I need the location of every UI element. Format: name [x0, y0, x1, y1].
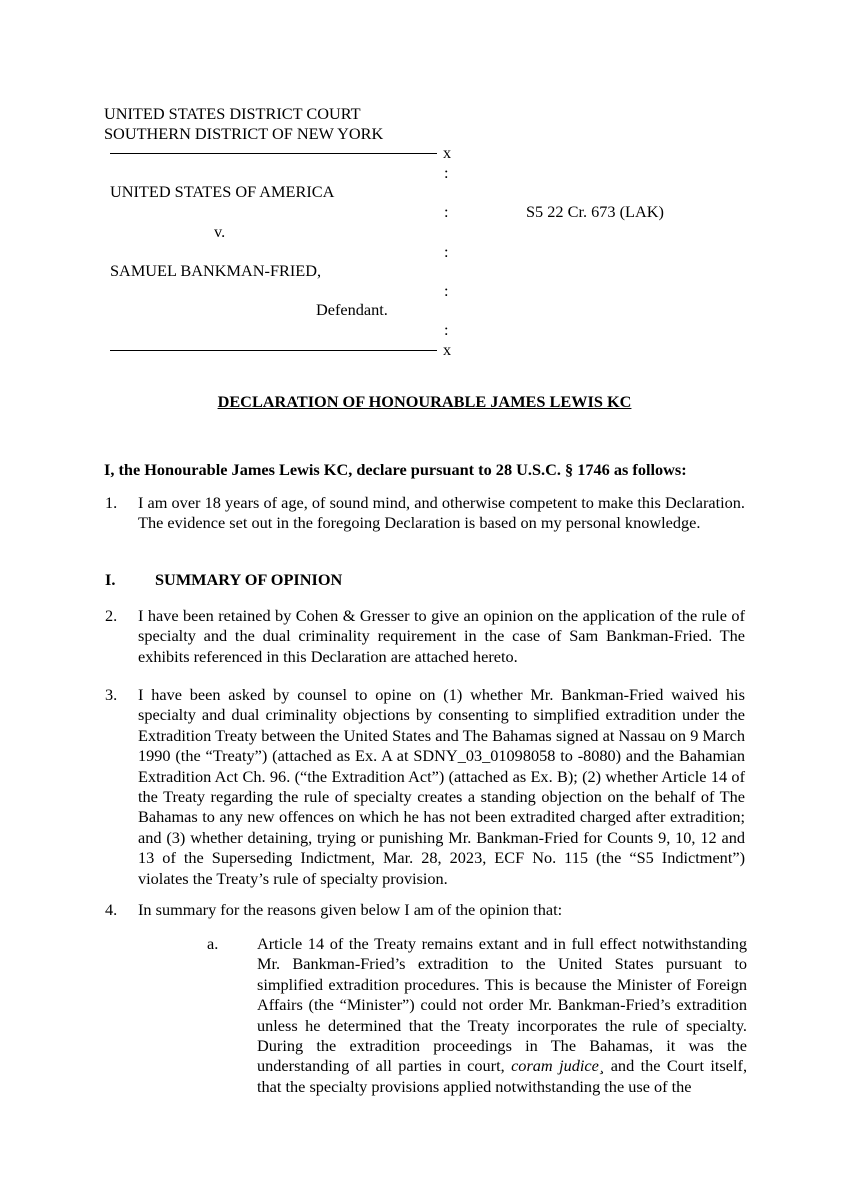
case-number: S5 22 Cr. 673 (LAK): [526, 202, 664, 221]
subparagraph-text-after: and the Court itself, that the specialty provisions applied notwithstanding the use of the: [257, 1056, 748, 1096]
paragraph-text: I am over 18 years of age, of sound mind, and otherwise competent to make this Declaration. The evidence set out in the foregoing Declaration is based on my personal knowledge.: [138, 493, 745, 533]
paragraph-number: 4.: [105, 900, 118, 919]
section-number: I.: [105, 570, 116, 589]
subparagraph-number: a.: [207, 934, 219, 953]
declaration-intro: I, the Honourable James Lewis KC, declare pursuant to 28 U.S.C. § 1746 as follows:: [104, 460, 687, 479]
subparagraph-a: [207, 934, 747, 1097]
paragraph-1: [105, 493, 745, 534]
paragraph-number: 1.: [105, 493, 118, 512]
paragraph-text: I have been retained by Cohen & Gresser to give an opinion on the application of the rule of specialty and the dual criminality requirement in the case of Sam Bankman-Fried. The exhibits referenced in this Declaration are attached hereto.: [138, 606, 745, 666]
plaintiff-name: UNITED STATES OF AMERICA: [110, 182, 335, 201]
paragraph-text: I have been asked by counsel to opine on (1) whether Mr. Bankman-Fried waived his specialty and dual criminality objections by consenting to simplified extradition under the Extradition Treaty between the United States and The Bahamas signed at Nassau on 9 March 1990 (the “Treaty”) (attached as Ex. A at SDNY_03_01098058 to -8080) and the Bahamian Extradition Act Ch. 96. (“the Extradition Act”) (attached as Ex. B); (2) whether Article 14 of the Treaty regarding the rule of specialty creates a standing objection on the behalf of The Bahamas to any new offences on which he has not been extradited charged after extradition; and (3) whether detaining, trying or punishing Mr. Bankman-Fried for Counts 9, 10, 12 and 13 of the Superseding Indictment, Mar. 28, 2023, ECF No. 115 (the “S5 Indictment”) violates the Treaty’s rule of specialty provision.: [138, 685, 745, 888]
court-name-line1: UNITED STATES DISTRICT COURT: [104, 104, 361, 123]
document-title: DECLARATION OF HONOURABLE JAMES LEWIS KC: [217, 392, 632, 411]
caption-top-rule: [110, 153, 437, 154]
latin-phrase: coram judice¸: [511, 1056, 605, 1076]
defendant-name: SAMUEL BANKMAN-FRIED,: [110, 261, 322, 280]
versus-label: v.: [214, 222, 226, 241]
caption-bottom-rule: [110, 350, 437, 351]
paragraph-4: [105, 900, 745, 920]
paragraph-text: In summary for the reasons given below I am of the opinion that:: [138, 900, 563, 919]
caption-colon: :: [444, 320, 449, 339]
subparagraph-text-before: Article 14 of the Treaty remains extant and in full effect notwithstanding Mr. Bankman-Fried’s extradition to the United States pursuant to simplified extradition procedures. This is because the Minister of Foreign Affairs (the “Minister”) could not order Mr. Bankman-Fried’s extradition unless he determined that the Treaty incorporates the rule of specialty. During the extradition proceedings in The Bahamas, it was the understanding of all parties in court,: [257, 934, 747, 1076]
caption-colon: :: [444, 242, 449, 261]
paragraph-number: 3.: [105, 685, 118, 704]
paragraph-3: [105, 685, 745, 889]
caption-colon: :: [444, 202, 449, 221]
caption-colon: :: [444, 281, 449, 300]
caption-colon: :: [444, 163, 449, 182]
paragraph-number: 2.: [105, 606, 118, 625]
caption-x-bottom: x: [443, 340, 452, 359]
subparagraph-text: [257, 934, 747, 1097]
paragraph-2: [105, 606, 745, 667]
court-name-line2: SOUTHERN DISTRICT OF NEW YORK: [104, 124, 384, 143]
defendant-label: Defendant.: [316, 300, 388, 319]
caption-x-top: x: [443, 143, 452, 162]
section-label: SUMMARY OF OPINION: [155, 570, 343, 589]
section-heading: [105, 570, 343, 590]
